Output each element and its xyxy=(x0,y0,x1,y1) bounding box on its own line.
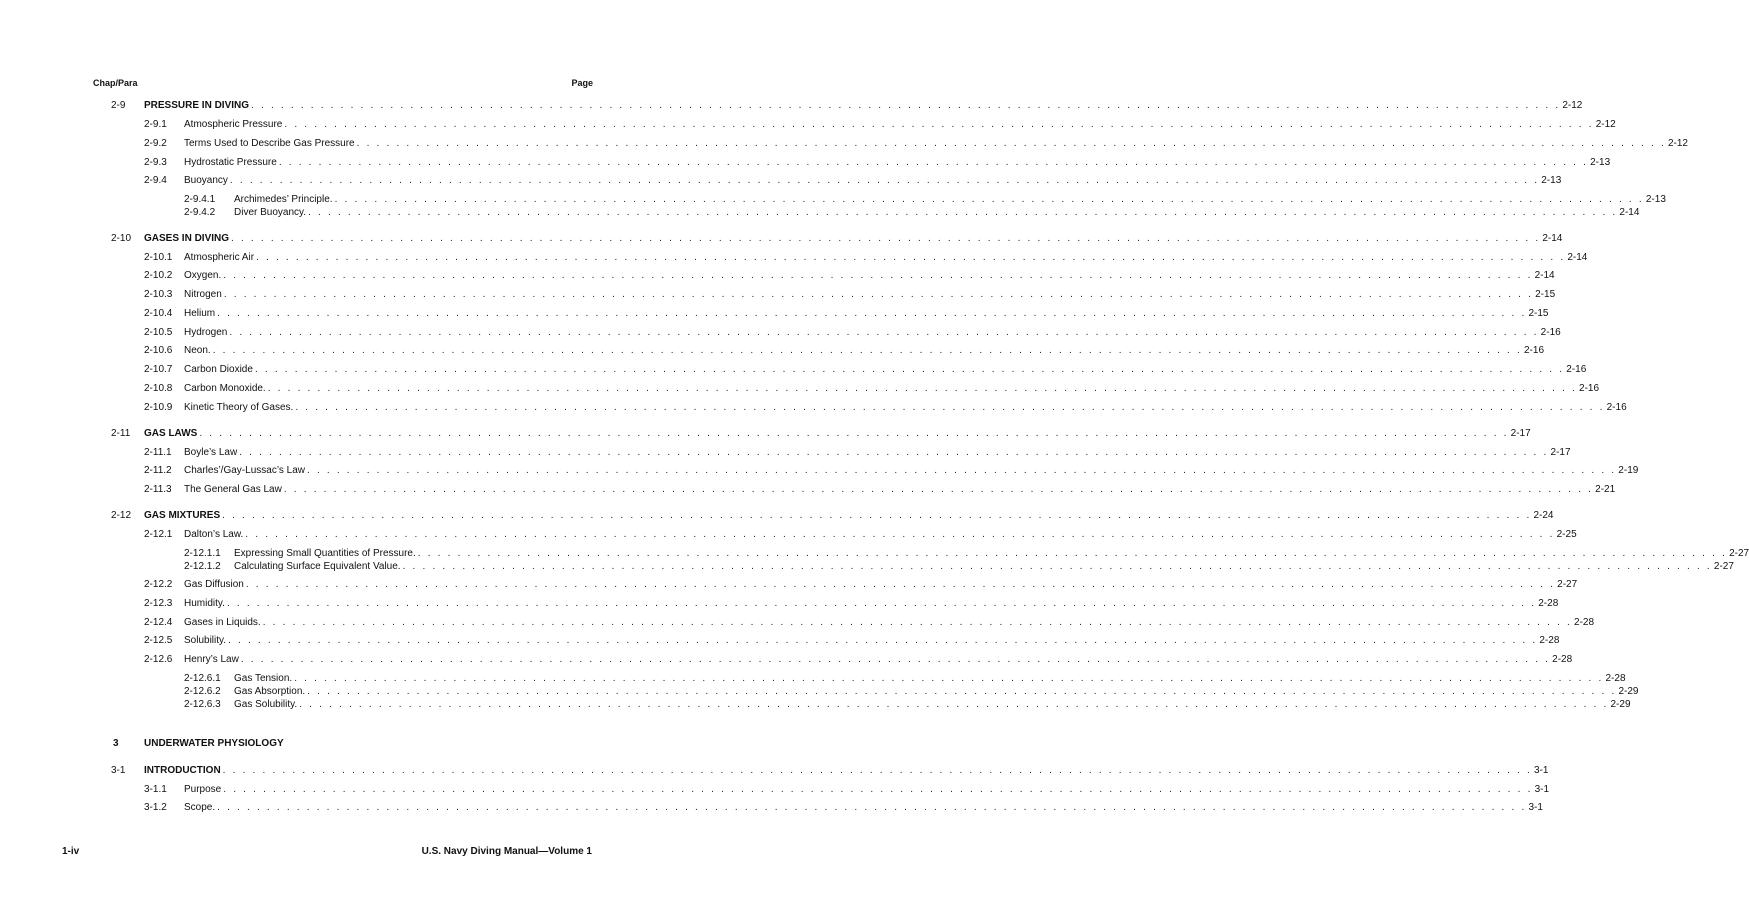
toc-leader-dots: . . . . . . . . . . . . . . . . . . . . . . . . . . . . . . . . . . . . . . . . . . . . . . . . . . . . . . . . . . . . . . . . . . . . . . . . . . . . . . . . . . . . . . . . . . . . . . . . . . . . . . . . . . . . . . . . . . . . . . . . . . . . . . . . . . . . xyxy=(245,529,1555,540)
toc-entry[interactable] xyxy=(111,428,1531,441)
toc-entry-title: Hydrogen xyxy=(184,327,228,338)
toc-entry-page: 2-27 xyxy=(1713,561,1734,572)
toc-entry-title: Helium xyxy=(184,308,216,319)
toc-entry-page: 2-14 xyxy=(1567,252,1588,263)
toc-entry-page: 2-13 xyxy=(1590,157,1611,168)
toc-entry-number: 2-9.4 xyxy=(144,175,167,186)
toc-entry[interactable] xyxy=(144,157,1611,170)
toc-entry-title: Solubility. xyxy=(184,635,227,646)
toc-leader-dots: . . . . . . . . . . . . . . . . . . . . . . . . . . . . . . . . . . . . . . . . . . . . . . . . . . . . . . . . . . . . . . . . . . . . . . . . . . . . . . . . . . . . . . . . . . . . . . . . . . . . . . . . . . . . . . . . . . . . . . . . . . . . . . . . . . . . xyxy=(254,364,1565,375)
toc-entry-number: 2-9.1 xyxy=(144,119,167,130)
toc-entry[interactable] xyxy=(111,510,1554,523)
toc-entry-title: INTRODUCTION xyxy=(144,765,221,776)
toc-entry-page: 2-19 xyxy=(1618,465,1639,476)
toc-entry-number: 2-11 xyxy=(111,428,131,439)
toc-entry-title: PRESSURE IN DIVING xyxy=(144,100,250,111)
toc-leader-dots: . . . . . . . . . . . . . . . . . . . . . . . . . . . . . . . . . . . . . . . . . . . . . . . . . . . . . . . . . . . . . . . . . . . . . . . . . . . . . . . . . . . . . . . . . . . . . . . . . . . . . . . . . . . . . . . . . . . . . . . . . . . . . . . . . . . . xyxy=(402,561,1712,572)
toc-entry-page: 2-28 xyxy=(1552,654,1573,665)
toc-leader-dots: . . . . . . . . . . . . . . . . . . . . . . . . . . . . . . . . . . . . . . . . . . . . . . . . . . . . . . . . . . . . . . . . . . . . . . . . . . . . . . . . . . . . . . . . . . . . . . . . . . . . . . . . . . . . . . . . . . . . . . . . . . . . . . . . . . . . xyxy=(417,548,1728,559)
toc-entry-page: 2-13 xyxy=(1541,175,1562,186)
toc-entry-number: 2-10.8 xyxy=(144,383,173,394)
toc-entry[interactable] xyxy=(144,484,1616,497)
chapter-title: UNDERWATER PHYSIOLOGY xyxy=(144,738,284,749)
toc-entry-number: 2-12 xyxy=(111,510,132,521)
toc-entry[interactable] xyxy=(184,673,1626,686)
toc-entry-page: 2-14 xyxy=(1619,207,1640,218)
toc-leader-dots: . . . . . . . . . . . . . . . . . . . . . . . . . . . . . . . . . . . . . . . . . . . . . . . . . . . . . . . . . . . . . . . . . . . . . . . . . . . . . . . . . . . . . . . . . . . . . . . . . . . . . . . . . . . . . . . . . . . . . . . . . . . . . . . . . . . . xyxy=(267,383,1578,394)
toc-entry[interactable] xyxy=(144,327,1561,340)
toc-entry-title: Atmospheric Pressure xyxy=(184,119,283,130)
toc-entry-title: Calculating Surface Equivalent Value. xyxy=(234,561,401,572)
toc-leader-dots: . . . . . . . . . . . . . . . . . . . . . . . . . . . . . . . . . . . . . . . . . . . . . . . . . . . . . . . . . . . . . . . . . . . . . . . . . . . . . . . . . . . . . . . . . . . . . . . . . . . . . . . . . . . . . . . . . . . . . . . . . . . . . . . . . . . . xyxy=(229,175,1540,186)
toc-leader-dots: . . . . . . . . . . . . . . . . . . . . . . . . . . . . . . . . . . . . . . . . . . . . . . . . . . . . . . . . . . . . . . . . . . . . . . . . . . . . . . . . . . . . . . . . . . . . . . . . . . . . . . . . . . . . . . . . . . . . . . . . . . . . . . . . . . . . xyxy=(222,765,1532,776)
toc-entry-page: 2-16 xyxy=(1566,364,1587,375)
toc-entry[interactable] xyxy=(144,617,1595,630)
toc-entry[interactable] xyxy=(144,270,1555,283)
toc-entry-title: GASES IN DIVING xyxy=(144,233,230,244)
toc-leader-dots: . . . . . . . . . . . . . . . . . . . . . . . . . . . . . . . . . . . . . . . . . . . . . . . . . . . . . . . . . . . . . . . . . . . . . . . . . . . . . . . . . . . . . . . . . . . . . . . . . . . . . . . . . . . . . . . . . . . . . . . . . . . . . . . . . . . . xyxy=(356,138,1666,149)
toc-entry-number: 2-11.2 xyxy=(144,465,172,476)
toc-entry-page: 2-14 xyxy=(1534,270,1555,281)
toc-leader-dots: . . . . . . . . . . . . . . . . . . . . . . . . . . . . . . . . . . . . . . . . . . . . . . . . . . . . . . . . . . . . . . . . . . . . . . . . . . . . . . . . . . . . . . . . . . . . . . . . . . . . . . . . . . . . . . . . . . . . . . . . . . . . . . . . . . . . xyxy=(295,402,1605,413)
header-chap-para: Chap/Para xyxy=(93,78,138,88)
toc-entry-page: 2-16 xyxy=(1579,383,1600,394)
toc-entry[interactable] xyxy=(144,598,1559,611)
footer-manual-title: U.S. Navy Diving Manual—Volume 1 xyxy=(421,846,592,857)
toc-entry-number: 2-12.3 xyxy=(144,598,173,609)
header-page: Page xyxy=(571,78,593,88)
toc-entry-number: 2-10.3 xyxy=(144,289,173,300)
footer-page-number: 1-iv xyxy=(62,846,80,857)
toc-entry-number: 2-10.5 xyxy=(144,327,173,338)
toc-leader-dots: . . . . . . . . . . . . . . . . . . . . . . . . . . . . . . . . . . . . . . . . . . . . . . . . . . . . . . . . . . . . . . . . . . . . . . . . . . . . . . . . . . . . . . . . . . . . . . . . . . . . . . . . . . . . . . . . . . . . . . . . . . . . . . . . . . . . xyxy=(284,119,1594,130)
toc-entry-page: 2-27 xyxy=(1557,579,1578,590)
toc-entry-number: 2-10.1 xyxy=(144,252,173,263)
toc-entry-number: 2-12.5 xyxy=(144,635,173,646)
toc-entry-page: 2-24 xyxy=(1533,510,1554,521)
toc-entry-page: 2-15 xyxy=(1535,289,1556,300)
toc-entry-title: GAS MIXTURES xyxy=(144,510,221,521)
toc-entry[interactable] xyxy=(111,765,1549,778)
toc-entry[interactable] xyxy=(184,686,1639,699)
toc-entry-title: Archimedes’ Principle. xyxy=(234,194,333,205)
toc-entry-page: 2-12 xyxy=(1595,119,1616,130)
toc-entry-title: Gas Absorption. xyxy=(234,686,306,697)
toc-leader-dots: . . . . . . . . . . . . . . . . . . . . . . . . . . . . . . . . . . . . . . . . . . . . . . . . . . . . . . . . . . . . . . . . . . . . . . . . . . . . . . . . . . . . . . . . . . . . . . . . . . . . . . . . . . . . . . . . . . . . . . . . . . . . . . . . . . . . xyxy=(251,100,1561,111)
toc-entry-title: Oxygen. xyxy=(184,270,222,281)
toc-entry-title: Neon. xyxy=(184,345,211,356)
toc-entry-page: 2-29 xyxy=(1618,686,1639,697)
toc-leader-dots: . . . . . . . . . . . . . . . . . . . . . . . . . . . . . . . . . . . . . . . . . . . . . . . . . . . . . . . . . . . . . . . . . . . . . . . . . . . . . . . . . . . . . . . . . . . . . . . . . . . . . . . . . . . . . . . . . . . . . . . . . . . . . . . . . . . . xyxy=(223,784,1533,795)
toc-entry-title: Dalton’s Law. xyxy=(184,529,244,540)
toc-entry-title: Gas Solubility. xyxy=(234,699,298,710)
toc-leader-dots: . . . . . . . . . . . . . . . . . . . . . . . . . . . . . . . . . . . . . . . . . . . . . . . . . . . . . . . . . . . . . . . . . . . . . . . . . . . . . . . . . . . . . . . . . . . . . . . . . . . . . . . . . . . . . . . . . . . . . . . . . . . . . . . . . . . . xyxy=(212,345,1522,356)
toc-leader-dots: . . . . . . . . . . . . . . . . . . . . . . . . . . . . . . . . . . . . . . . . . . . . . . . . . . . . . . . . . . . . . . . . . . . . . . . . . . . . . . . . . . . . . . . . . . . . . . . . . . . . . . . . . . . . . . . . . . . . . . . . . . . . . . . . . . . . xyxy=(231,233,1541,244)
toc-leader-dots: . . . . . . . . . . . . . . . . . . . . . . . . . . . . . . . . . . . . . . . . . . . . . . . . . . . . . . . . . . . . . . . . . . . . . . . . . . . . . . . . . . . . . . . . . . . . . . . . . . . . . . . . . . . . . . . . . . . . . . . . . . . . . . . . . . . . xyxy=(306,465,1617,476)
toc-entry[interactable] xyxy=(144,138,1688,151)
toc-entry-page: 2-16 xyxy=(1606,402,1627,413)
toc-entry-page: 2-16 xyxy=(1524,345,1545,356)
toc-entry-page: 2-15 xyxy=(1528,308,1549,319)
toc-entry-number: 2-10.6 xyxy=(144,345,173,356)
toc-entry-number: 3-1.2 xyxy=(144,802,167,813)
toc-entry-title: The General Gas Law xyxy=(184,484,282,495)
toc-entry-title: Carbon Monoxide. xyxy=(184,383,266,394)
toc-entry-title: Buoyancy xyxy=(184,175,228,186)
toc-entry-page: 2-12 xyxy=(1667,138,1688,149)
toc-entry[interactable] xyxy=(144,579,1578,592)
toc-entry[interactable] xyxy=(144,529,1577,542)
toc-entry-page: 2-16 xyxy=(1540,327,1561,338)
toc-leader-dots: . . . . . . . . . . . . . . . . . . . . . . . . . . . . . . . . . . . . . . . . . . . . . . . . . . . . . . . . . . . . . . . . . . . . . . . . . . . . . . . . . . . . . . . . . . . . . . . . . . . . . . . . . . . . . . . . . . . . . . . . . . . . . . . . . . . . xyxy=(299,699,1609,710)
toc-entry-title: Expressing Small Quantities of Pressure. xyxy=(234,548,416,559)
toc-entry-number: 2-12.6.1 xyxy=(184,673,221,684)
toc-entry-number: 2-9.4.1 xyxy=(184,194,216,205)
toc-entry-page: 2-12 xyxy=(1562,100,1583,111)
toc-entry-number: 2-12.6 xyxy=(144,654,173,665)
toc-leader-dots: . . . . . . . . . . . . . . . . . . . . . . . . . . . . . . . . . . . . . . . . . . . . . . . . . . . . . . . . . . . . . . . . . . . . . . . . . . . . . . . . . . . . . . . . . . . . . . . . . . . . . . . . . . . . . . . . . . . . . . . . . . . . . . . . . . . . xyxy=(294,673,1604,684)
toc-entry-number: 2-9.3 xyxy=(144,157,167,168)
toc-leader-dots: . . . . . . . . . . . . . . . . . . . . . . . . . . . . . . . . . . . . . . . . . . . . . . . . . . . . . . . . . . . . . . . . . . . . . . . . . . . . . . . . . . . . . . . . . . . . . . . . . . . . . . . . . . . . . . . . . . . . . . . . . . . . . . . . . . . . xyxy=(239,447,1549,458)
toc-leader-dots: . . . . . . . . . . . . . . . . . . . . . . . . . . . . . . . . . . . . . . . . . . . . . . . . . . . . . . . . . . . . . . . . . . . . . . . . . . . . . . . . . . . . . . . . . . . . . . . . . . . . . . . . . . . . . . . . . . . . . . . . . . . . . . . . . . . . xyxy=(240,654,1551,665)
toc-entry[interactable] xyxy=(184,561,1734,574)
toc-leader-dots: . . . . . . . . . . . . . . . . . . . . . . . . . . . . . . . . . . . . . . . . . . . . . . . . . . . . . . . . . . . . . . . . . . . . . . . . . . . . . . . . . . . . . . . . . . . . . . . . . . . . . . . . . . . . . . . . . . . . . . . . . . . . . . . . . . . . xyxy=(217,802,1527,813)
toc-entry-number: 2-12.6.3 xyxy=(184,699,221,710)
toc-entry-page: 2-17 xyxy=(1550,447,1571,458)
toc-entry[interactable] xyxy=(144,119,1616,132)
toc-entry-title: Purpose xyxy=(184,784,222,795)
toc-entry[interactable] xyxy=(111,100,1583,113)
toc-entry-number: 2-12.1.2 xyxy=(184,561,221,572)
toc-entry-number: 2-12.1.1 xyxy=(184,548,221,559)
toc-entry-page: 2-14 xyxy=(1542,233,1563,244)
toc-leader-dots: . . . . . . . . . . . . . . . . . . . . . . . . . . . . . . . . . . . . . . . . . . . . . . . . . . . . . . . . . . . . . . . . . . . . . . . . . . . . . . . . . . . . . . . . . . . . . . . . . . . . . . . . . . . . . . . . . . . . . . . . . . . . . . . . . . . . xyxy=(228,635,1538,646)
toc-entry-title: Henry’s Law xyxy=(184,654,239,665)
toc-entry-title: Atmospheric Air xyxy=(184,252,255,263)
toc-entry-number: 2-12.4 xyxy=(144,617,173,628)
toc-entry-title: Diver Buoyancy. xyxy=(234,207,307,218)
toc-entry[interactable] xyxy=(184,194,1666,207)
toc-leader-dots: . . . . . . . . . . . . . . . . . . . . . . . . . . . . . . . . . . . . . . . . . . . . . . . . . . . . . . . . . . . . . . . . . . . . . . . . . . . . . . . . . . . . . . . . . . . . . . . . . . . . . . . . . . . . . . . . . . . . . . . . . . . . . . . . . . . . xyxy=(217,308,1527,319)
toc-entry-number: 2-11.1 xyxy=(144,447,172,458)
toc-entry-number: 2-9.2 xyxy=(144,138,167,149)
toc-entry[interactable] xyxy=(144,654,1573,667)
toc-entry-number: 2-10.9 xyxy=(144,402,173,413)
toc-leader-dots: . . . . . . . . . . . . . . . . . . . . . . . . . . . . . . . . . . . . . . . . . . . . . . . . . . . . . . . . . . . . . . . . . . . . . . . . . . . . . . . . . . . . . . . . . . . . . . . . . . . . . . . . . . . . . . . . . . . . . . . . . . . . . . . . . . . . xyxy=(334,194,1644,205)
toc-entry[interactable] xyxy=(144,383,1600,396)
toc-entry-title: Kinetic Theory of Gases. xyxy=(184,402,294,413)
toc-leader-dots: . . . . . . . . . . . . . . . . . . . . . . . . . . . . . . . . . . . . . . . . . . . . . . . . . . . . . . . . . . . . . . . . . . . . . . . . . . . . . . . . . . . . . . . . . . . . . . . . . . . . . . . . . . . . . . . . . . . . . . . . . . . . . . . . . . . . xyxy=(199,428,1509,439)
toc-entry[interactable] xyxy=(144,175,1562,188)
toc-entry[interactable] xyxy=(144,465,1639,478)
toc-leader-dots: . . . . . . . . . . . . . . . . . . . . . . . . . . . . . . . . . . . . . . . . . . . . . . . . . . . . . . . . . . . . . . . . . . . . . . . . . . . . . . . . . . . . . . . . . . . . . . . . . . . . . . . . . . . . . . . . . . . . . . . . . . . . . . . . . . . . xyxy=(223,270,1533,281)
toc-leader-dots: . . . . . . . . . . . . . . . . . . . . . . . . . . . . . . . . . . . . . . . . . . . . . . . . . . . . . . . . . . . . . . . . . . . . . . . . . . . . . . . . . . . . . . . . . . . . . . . . . . . . . . . . . . . . . . . . . . . . . . . . . . . . . . . . . . . . xyxy=(262,617,1573,628)
toc-entry-page: 2-25 xyxy=(1556,529,1577,540)
toc-leader-dots: . . . . . . . . . . . . . . . . . . . . . . . . . . . . . . . . . . . . . . . . . . . . . . . . . . . . . . . . . . . . . . . . . . . . . . . . . . . . . . . . . . . . . . . . . . . . . . . . . . . . . . . . . . . . . . . . . . . . . . . . . . . . . . . . . . . . xyxy=(245,579,1556,590)
toc-entry[interactable] xyxy=(184,548,1749,561)
toc-entry-page: 2-28 xyxy=(1539,635,1560,646)
toc-entry[interactable] xyxy=(184,699,1631,712)
toc-entry-title: Gas Diffusion xyxy=(184,579,244,590)
toc-entry[interactable] xyxy=(144,252,1588,265)
toc-entry-page: 3-1 xyxy=(1528,802,1543,813)
toc-entry[interactable] xyxy=(144,402,1627,415)
toc-entry-number: 2-10 xyxy=(111,233,132,244)
toc-entry[interactable] xyxy=(144,308,1549,321)
toc-leader-dots: . . . . . . . . . . . . . . . . . . . . . . . . . . . . . . . . . . . . . . . . . . . . . . . . . . . . . . . . . . . . . . . . . . . . . . . . . . . . . . . . . . . . . . . . . . . . . . . . . . . . . . . . . . . . . . . . . . . . . . . . . . . . . . . . . . . . xyxy=(222,510,1532,521)
toc-entry-title: Carbon Dioxide xyxy=(184,364,253,375)
toc-entry[interactable] xyxy=(144,345,1545,358)
toc-entry[interactable] xyxy=(144,289,1556,302)
toc-entry-page: 2-21 xyxy=(1595,484,1616,495)
toc-entry-title: Scope. xyxy=(184,802,216,813)
toc-entry-title: Terms Used to Describe Gas Pressure xyxy=(184,138,355,149)
toc-entry-page: 2-28 xyxy=(1574,617,1595,628)
toc-entry-number: 2-12.2 xyxy=(144,579,173,590)
toc-entry-number: 3-1 xyxy=(111,765,126,776)
toc-leader-dots: . . . . . . . . . . . . . . . . . . . . . . . . . . . . . . . . . . . . . . . . . . . . . . . . . . . . . . . . . . . . . . . . . . . . . . . . . . . . . . . . . . . . . . . . . . . . . . . . . . . . . . . . . . . . . . . . . . . . . . . . . . . . . . . . . . . . xyxy=(307,686,1617,697)
toc-entry-title: GAS LAWS xyxy=(144,428,198,439)
toc-entry-number: 2-10.2 xyxy=(144,270,173,281)
toc-leader-dots: . . . . . . . . . . . . . . . . . . . . . . . . . . . . . . . . . . . . . . . . . . . . . . . . . . . . . . . . . . . . . . . . . . . . . . . . . . . . . . . . . . . . . . . . . . . . . . . . . . . . . . . . . . . . . . . . . . . . . . . . . . . . . . . . . . . . xyxy=(278,157,1589,168)
chapter-number: 3 xyxy=(113,738,119,749)
toc-entry-page: 2-27 xyxy=(1729,548,1749,559)
toc-entry[interactable] xyxy=(144,635,1560,648)
toc-entry-page: 3-1 xyxy=(1534,784,1550,795)
toc-entry[interactable] xyxy=(111,233,1563,246)
toc-leader-dots: . . . . . . . . . . . . . . . . . . . . . . . . . . . . . . . . . . . . . . . . . . . . . . . . . . . . . . . . . . . . . . . . . . . . . . . . . . . . . . . . . . . . . . . . . . . . . . . . . . . . . . . . . . . . . . . . . . . . . . . . . . . . . . . . . . . . xyxy=(256,252,1566,263)
toc-entry-page: 2-29 xyxy=(1610,699,1631,710)
toc-entry-title: Boyle’s Law xyxy=(184,447,238,458)
toc-entry-page: 2-17 xyxy=(1510,428,1531,439)
toc-leader-dots: . . . . . . . . . . . . . . . . . . . . . . . . . . . . . . . . . . . . . . . . . . . . . . . . . . . . . . . . . . . . . . . . . . . . . . . . . . . . . . . . . . . . . . . . . . . . . . . . . . . . . . . . . . . . . . . . . . . . . . . . . . . . . . . . . . . . xyxy=(226,598,1537,609)
toc-entry-page: 3-1 xyxy=(1533,765,1549,776)
toc-entry-page: 2-28 xyxy=(1538,598,1559,609)
toc-leader-dots: . . . . . . . . . . . . . . . . . . . . . . . . . . . . . . . . . . . . . . . . . . . . . . . . . . . . . . . . . . . . . . . . . . . . . . . . . . . . . . . . . . . . . . . . . . . . . . . . . . . . . . . . . . . . . . . . . . . . . . . . . . . . . . . . . . . . xyxy=(283,484,1594,495)
toc-entry-title: Gas Tension. xyxy=(234,673,293,684)
toc-entry-number: 2-10.4 xyxy=(144,308,173,319)
toc-entry-title: Nitrogen xyxy=(184,289,222,300)
toc-entry[interactable] xyxy=(184,207,1640,220)
toc-entry-page: 2-28 xyxy=(1605,673,1626,684)
toc-entry-title: Humidity. xyxy=(184,598,225,609)
toc-entry[interactable] xyxy=(144,802,1543,815)
toc-entry-number: 3-1.1 xyxy=(144,784,167,795)
toc-entry[interactable] xyxy=(144,784,1550,797)
toc-leader-dots: . . . . . . . . . . . . . . . . . . . . . . . . . . . . . . . . . . . . . . . . . . . . . . . . . . . . . . . . . . . . . . . . . . . . . . . . . . . . . . . . . . . . . . . . . . . . . . . . . . . . . . . . . . . . . . . . . . . . . . . . . . . . . . . . . . . . xyxy=(308,207,1618,218)
toc-leader-dots: . . . . . . . . . . . . . . . . . . . . . . . . . . . . . . . . . . . . . . . . . . . . . . . . . . . . . . . . . . . . . . . . . . . . . . . . . . . . . . . . . . . . . . . . . . . . . . . . . . . . . . . . . . . . . . . . . . . . . . . . . . . . . . . . . . . . xyxy=(229,327,1539,338)
toc-entry-page: 2-13 xyxy=(1645,194,1666,205)
toc-entry-number: 2-9.4.2 xyxy=(184,207,216,218)
toc-entry-title: Gases in Liquids. xyxy=(184,617,261,628)
toc-entry[interactable] xyxy=(144,447,1571,460)
toc-entry-number: 2-12.1 xyxy=(144,529,173,540)
toc-leader-dots: . . . . . . . . . . . . . . . . . . . . . . . . . . . . . . . . . . . . . . . . . . . . . . . . . . . . . . . . . . . . . . . . . . . . . . . . . . . . . . . . . . . . . . . . . . . . . . . . . . . . . . . . . . . . . . . . . . . . . . . . . . . . . . . . . . . . xyxy=(223,289,1534,300)
toc-entry-number: 2-9 xyxy=(111,100,126,111)
toc-entry-number: 2-10.7 xyxy=(144,364,173,375)
toc-entry-title: Hydrostatic Pressure xyxy=(184,157,277,168)
toc-entry[interactable] xyxy=(144,364,1587,377)
toc-entry-number: 2-12.6.2 xyxy=(184,686,221,697)
toc-entry-title: Charles’/Gay-Lussac’s Law xyxy=(184,465,305,476)
toc-entry-number: 2-11.3 xyxy=(144,484,172,495)
